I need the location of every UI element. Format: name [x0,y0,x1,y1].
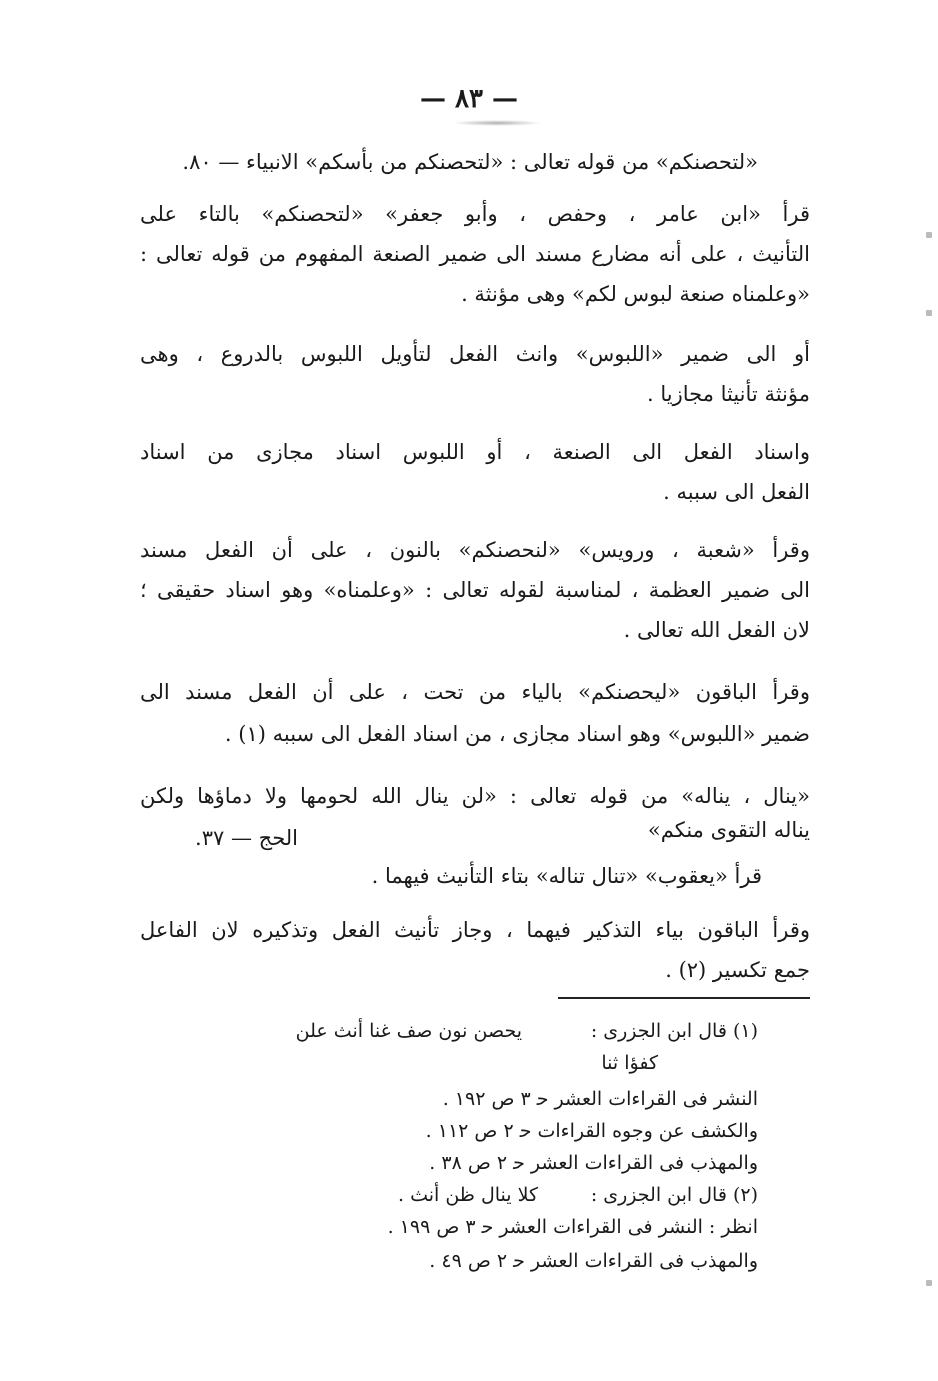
footnote-citation: والمهذب فى القراءات العشر ﺣ ٢ ص ٤٩ . [429,1250,758,1272]
body-line: «وعلمناه صنعة لبوس لكم» وهى مؤنثة . [461,282,810,306]
scan-mark [926,1280,932,1286]
body-line: الى ضمير العظمة ، لمناسبة لقوله تعالى : «وعلمناه» وهو اسناد حقيقى ؛ [140,578,810,602]
scan-mark [926,232,932,238]
body-line: وقرأ «شعبة ، ورويس» «لنحصنكم» بالنون ، على أن الفعل مسند [140,538,810,562]
page-number: — ٨٣ — [419,84,519,114]
footnote-citation: والمهذب فى القراءات العشر ﺣ ٢ ص ٣٨ . [429,1152,758,1174]
body-line: مؤنثة تأنيثا مجازيا . [647,382,810,406]
body-line: وقرأ الباقون بياء التذكير فيهما ، وجاز تأنيث الفعل وتذكيره لان الفاعل [140,918,810,942]
verse-reference: الحج — ٣٧. [195,826,298,850]
body-line: وقرأ الباقون «ليحصنكم» بالياء من تحت ، على أن الفعل مسند الى [140,680,810,704]
verse-heading: «لتحصنكم» من قوله تعالى : «لتحصنكم من بأسكم» الانبياء — ٨٠. [182,150,758,174]
body-line: قرأ «يعقوب» «تنال تناله» بتاء التأنيث فيهما . [371,864,762,888]
body-line: ضمير «اللبوس» وهو اسناد مجازى ، من اسناد الفعل الى سببه (١) . [224,722,810,746]
body-line: الفعل الى سببه . [663,480,810,504]
body-line: قرأ «ابن عامر ، وحفص ، وأبو جعفر» «لتحصنكم» بالتاء على [140,202,810,226]
verse-heading: «ينال ، يناله» من قوله تعالى : «لن ينال الله لحومها ولا دماؤها ولكن [140,784,810,808]
footnote-label: (١) قال ابن الجزرى : [590,1020,758,1042]
body-line: جمع تكسير (٢) . [665,958,810,982]
footnote-citation: انظر : النشر فى القراءات العشر ﺣ ٣ ص ١٩٩ . [387,1216,758,1238]
footnote-label: (٢) قال ابن الجزرى : [590,1184,758,1206]
footnote-verse: كلا ينال ظن أنث . [397,1184,538,1206]
footnote-separator [558,997,810,999]
footnote-verse: يحصن نون صف غنا أنث علن [295,1020,522,1042]
footnote-citation: والكشف عن وجوه القراءات ﺣ ٢ ص ١١٢ . [425,1120,758,1142]
footnote-citation: النشر فى القراءات العشر ﺣ ٣ ص ١٩٢ . [442,1088,758,1110]
verse-heading: يناله التقوى منكم» [647,818,810,842]
body-line: واسناد الفعل الى الصنعة ، أو اللبوس اسناد مجازى من اسناد [140,440,810,464]
scan-mark [926,310,932,316]
scan-smudge [452,120,542,126]
body-line: التأنيث ، على أنه مضارع مسند الى ضمير الصنعة المفهوم من قوله تعالى : [140,242,810,266]
footnote-verse: كفؤا ثنا [601,1052,658,1074]
body-line: لان الفعل الله تعالى . [623,618,810,642]
body-line: أو الى ضمير «اللبوس» وانث الفعل لتأويل اللبوس بالدروع ، وهى [140,342,810,366]
